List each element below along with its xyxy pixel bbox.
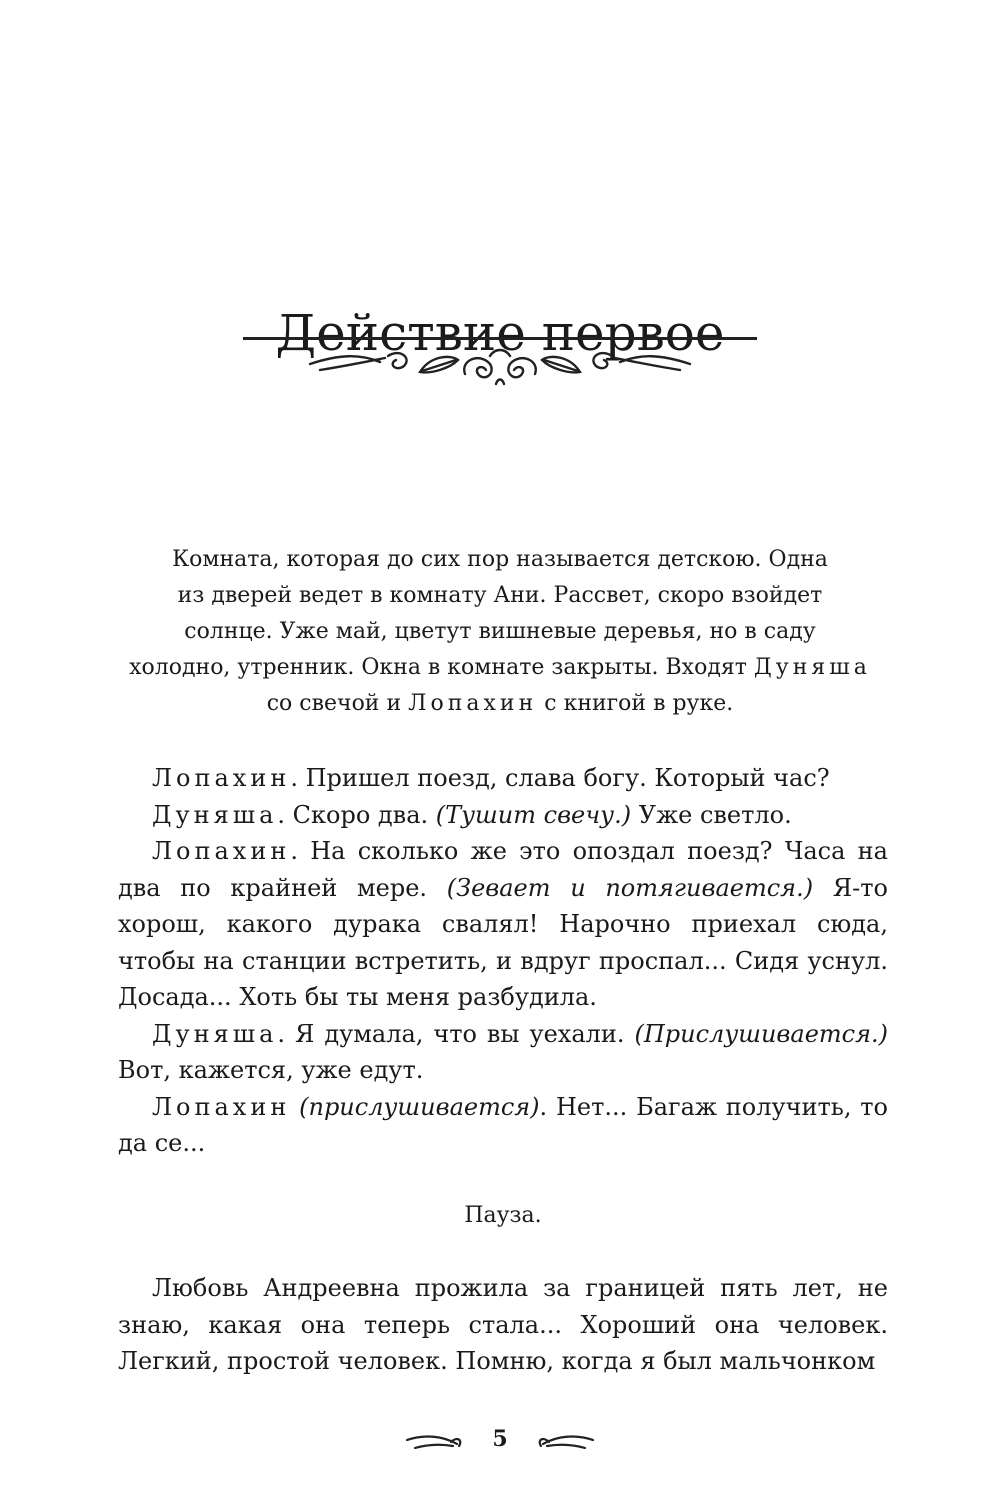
floral-ornament-icon [300,344,700,392]
speech-text: Я-то хорош, какого дурака свалял! Нарочно приехал сюда, чтобы на станции встретить, и вдруг проспал... Сидя уснул. Досада... Хоть бы ты меня разбудила. [118,873,888,1011]
speech-text [290,1093,299,1121]
speech-text: Уже светло. [631,800,792,829]
dialogue-paragraph [118,1089,888,1162]
stage-text: с книгой в руке. [544,691,734,716]
title-underline [243,337,757,340]
dialogue-paragraph [118,760,888,797]
dialogue-paragraph [118,1016,888,1089]
character-name: Дуняша [753,655,871,680]
pause-direction: Пауза. [464,1202,542,1228]
stage-text: со свечой и [266,691,402,716]
chapter-title: Действие первое [275,303,725,362]
page-footer [0,1424,1000,1464]
speaker-name: Дуняша [152,800,278,829]
dialogue-paragraph [118,833,888,1016]
speaker-name: Лопахин [152,837,291,865]
stage-remark: (Прислушивается.) [634,1019,888,1048]
speech-text: . Пришел поезд, слава богу. Который час? [290,764,830,792]
stage-remark: (прислушивается) [299,1092,540,1121]
page-number: 5 [492,1426,508,1452]
stage-line: солнце. Уже май, цветут вишневые деревья, но в саду [184,619,816,644]
speech-text: . Скоро два. [277,800,436,829]
stage-line: Комната, которая до сих пор называется детскою. Одна [172,547,828,572]
stage-direction [120,542,880,722]
dialogue-body [118,760,888,1380]
stage-line: из дверей ведет в комнату Ани. Рассвет, скоро взойдет [177,583,823,608]
speech-text: . На сколько же это опоздал поезд? Часа на два по крайней мере. [118,837,888,902]
speaker-name: Дуняша [152,1019,278,1048]
flourish-left-icon [405,1432,465,1454]
speaker-name: Лопахин [152,1092,291,1121]
stage-line [120,686,880,722]
speech-text: Вот, кажется, уже едут. [118,1056,424,1084]
character-name: Лопахин [408,691,538,716]
speech-text: . Я думала, что вы уехали. [277,1019,635,1048]
dialogue-paragraph [118,797,888,834]
flourish-right-icon [535,1432,595,1454]
stage-line [120,650,880,686]
dialogue-paragraph [118,1270,888,1380]
stage-remark: (Тушит свечу.) [435,800,632,829]
speech-text: Любовь Андреевна прожила за границей пять лет, не знаю, какая она теперь стала... Хороший она человек. Легкий, простой человек. Помню, когда я был мальчонком [118,1274,888,1375]
speaker-name: Лопахин [152,764,291,792]
stage-remark: (Зевает и потягивается.) [446,873,814,902]
speech-text: . Нет... Багаж получить, то да се... [118,1092,888,1157]
stage-text: холодно, утренник. Окна в комнате закрыты. Входят [129,655,747,680]
